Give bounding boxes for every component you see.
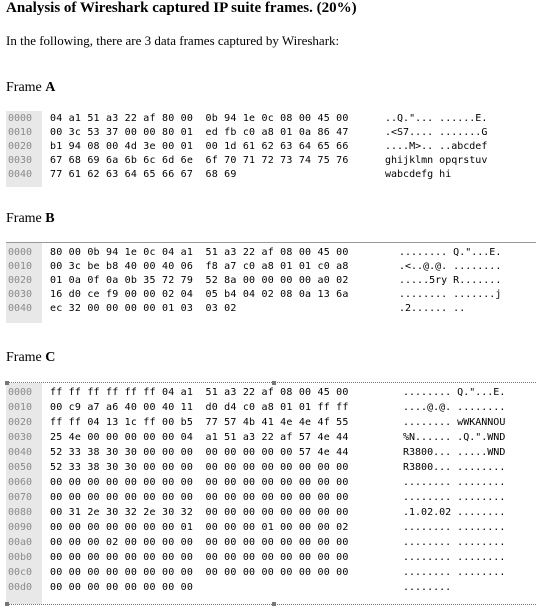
row-offset: 0080 (8, 507, 33, 518)
row-ascii: R3800... ........ (403, 462, 506, 473)
frame-a-label (6, 80, 55, 96)
row-offset: 0090 (8, 522, 33, 533)
row-offset: 0050 (8, 462, 33, 473)
row-ascii: .<..@.@. ........ (399, 261, 502, 272)
selection-handle[interactable] (272, 381, 276, 385)
row-ascii: ........ Q."...E. (399, 247, 502, 258)
row-ascii: ........ ........ (403, 477, 506, 488)
frame-a-hex-dump (6, 111, 536, 187)
row-offset: 0000 (8, 387, 33, 398)
frame-c-hex-dump (6, 382, 536, 605)
row-ascii: .....5ry R....... (399, 275, 502, 286)
row-offset: 0060 (8, 477, 33, 488)
row-offset: 0030 (8, 155, 33, 166)
row-offset: 0030 (8, 289, 33, 300)
row-offset: 0020 (8, 141, 33, 152)
row-hex-bytes: 01 0a 0f 0a 0b 35 72 79 52 8a 00 00 00 00 a0 02 (50, 275, 349, 286)
row-offset: 00d0 (8, 582, 33, 593)
row-hex-bytes: ff ff 04 13 1c ff 00 b5 77 57 4b 41 4e 4e 4f 55 (50, 417, 349, 428)
row-hex-bytes: 80 00 0b 94 1e 0c 04 a1 51 a3 22 af 08 00 45 00 (50, 247, 349, 258)
row-ascii: ....@.@. ........ (403, 402, 506, 413)
row-ascii: ........ ........ (403, 552, 506, 563)
row-offset: 0030 (8, 432, 33, 443)
row-offset: 0040 (8, 303, 33, 314)
row-ascii: .<S7.... .......G (385, 127, 488, 138)
row-hex-bytes: 00 c9 a7 a6 40 00 40 11 d0 d4 c0 a8 01 01 ff ff (50, 402, 349, 413)
frame-b-label (6, 211, 55, 227)
row-offset: 0020 (8, 417, 33, 428)
row-offset: 00b0 (8, 552, 33, 563)
row-ascii: ........ .......j (399, 289, 502, 300)
row-offset: 00a0 (8, 537, 33, 548)
row-offset: 0040 (8, 447, 33, 458)
row-ascii: R3800... .....WND (403, 447, 506, 458)
row-hex-bytes: 16 d0 ce f9 00 00 02 04 05 b4 04 02 08 0a 13 6a (50, 289, 349, 300)
row-hex-bytes: 00 00 00 00 00 00 00 00 00 00 00 00 00 00 00 00 (50, 552, 349, 563)
row-ascii: wabcdefg hi (385, 169, 452, 180)
row-hex-bytes: 52 33 38 30 30 00 00 00 00 00 00 00 00 57 4e 44 (50, 447, 349, 458)
frame-b-label-prefix: Frame (6, 211, 46, 226)
row-offset: 0000 (8, 247, 33, 258)
row-offset: 0000 (8, 113, 33, 124)
selection-handle[interactable] (5, 602, 9, 606)
row-hex-bytes: 00 00 00 00 00 00 00 00 (50, 582, 194, 593)
row-ascii: ........ ........ (403, 537, 506, 548)
row-offset: 00c0 (8, 567, 33, 578)
row-hex-bytes: 00 00 00 00 00 00 00 00 00 00 00 00 00 00 00 00 (50, 567, 349, 578)
row-hex-bytes: 77 61 62 63 64 65 66 67 68 69 (50, 169, 237, 180)
row-ascii: ..Q."... ......E. (385, 113, 488, 124)
row-offset: 0070 (8, 492, 33, 503)
row-offset: 0040 (8, 169, 33, 180)
row-hex-bytes: 00 00 00 02 00 00 00 00 00 00 00 00 00 00 00 00 (50, 537, 349, 548)
frame-b-hex-dump (6, 242, 536, 323)
row-ascii: ....M>.. ..abcdef (385, 141, 488, 152)
row-ascii: ........ ........ (403, 492, 506, 503)
selection-handle[interactable] (272, 602, 276, 606)
row-offset: 0010 (8, 261, 33, 272)
row-hex-bytes: 00 00 00 00 00 00 00 01 00 00 00 01 00 00 00 02 (50, 522, 349, 533)
row-hex-bytes: 00 31 2e 30 32 2e 30 32 00 00 00 00 00 00 00 00 (50, 507, 349, 518)
row-ascii: ........ wWKANNOU (403, 417, 506, 428)
frame-c-label-prefix: Frame (6, 350, 46, 365)
row-offset: 0010 (8, 127, 33, 138)
selection-handle[interactable] (5, 381, 9, 385)
row-hex-bytes: 52 33 38 30 30 00 00 00 00 00 00 00 00 00 00 00 (50, 462, 349, 473)
row-hex-bytes: 04 a1 51 a3 22 af 80 00 0b 94 1e 0c 08 00 45 00 (50, 113, 349, 124)
row-ascii: ........ (403, 582, 452, 593)
row-hex-bytes: 00 00 00 00 00 00 00 00 00 00 00 00 00 00 00 00 (50, 477, 349, 488)
frame-c-label (6, 350, 55, 366)
row-ascii: ghijklmn opqrstuv (385, 155, 488, 166)
row-ascii: .1.02.02 ........ (403, 507, 506, 518)
frame-c-label-letter: C (45, 350, 56, 365)
frame-a-label-letter: A (45, 80, 56, 95)
page-title: Analysis of Wireshark captured IP suite frames. (20%) (6, 0, 357, 16)
row-ascii: .2...... .. (399, 303, 466, 314)
row-ascii: %N...... .Q.".WND (403, 432, 506, 443)
row-hex-bytes: b1 94 08 00 4d 3e 00 01 00 1d 61 62 63 64 65 66 (50, 141, 349, 152)
row-ascii: ........ Q."...E. (403, 387, 506, 398)
row-hex-bytes: 00 3c 53 37 00 00 80 01 ed fb c0 a8 01 0a 86 47 (50, 127, 349, 138)
row-hex-bytes: ff ff ff ff ff ff 04 a1 51 a3 22 af 08 00 45 00 (50, 387, 349, 398)
row-hex-bytes: 00 3c be b8 40 00 40 06 f8 a7 c0 a8 01 01 c0 a8 (50, 261, 349, 272)
row-ascii: ........ ........ (403, 522, 506, 533)
row-hex-bytes: 67 68 69 6a 6b 6c 6d 6e 6f 70 71 72 73 74 75 76 (50, 155, 349, 166)
frame-a-label-prefix: Frame (6, 80, 46, 95)
row-hex-bytes: 00 00 00 00 00 00 00 00 00 00 00 00 00 00 00 00 (50, 492, 349, 503)
frame-b-label-letter: B (45, 211, 55, 226)
row-hex-bytes: 25 4e 00 00 00 00 00 04 a1 51 a3 22 af 57 4e 44 (50, 432, 349, 443)
row-offset: 0010 (8, 402, 33, 413)
row-hex-bytes: ec 32 00 00 00 00 01 03 03 02 (50, 303, 237, 314)
intro-text: In the following, there are 3 data frames captured by Wireshark: (6, 33, 340, 48)
row-ascii: ........ ........ (403, 567, 506, 578)
row-offset: 0020 (8, 275, 33, 286)
